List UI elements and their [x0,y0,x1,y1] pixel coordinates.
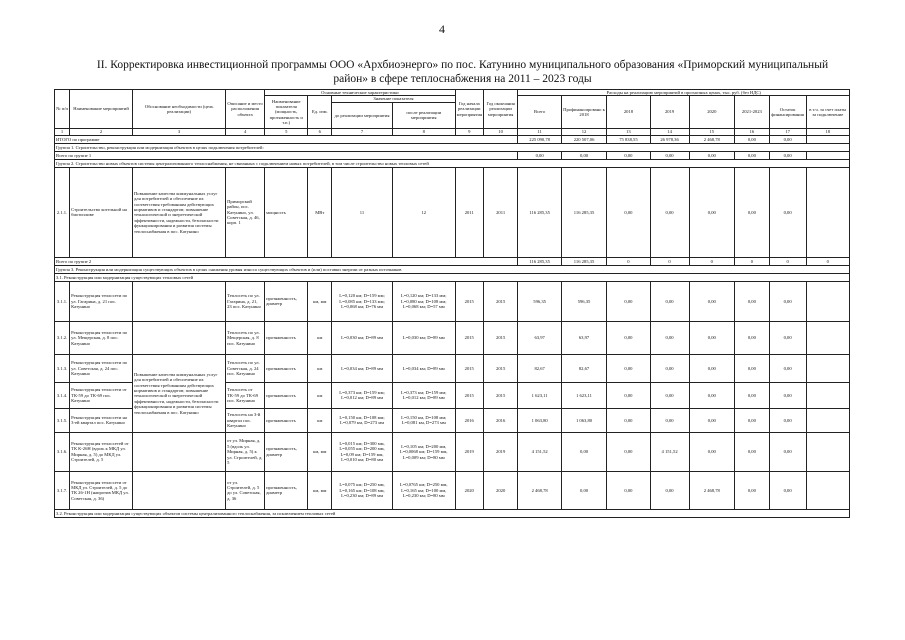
cell-remaining: 0,00 [769,354,806,382]
cell-indicator: протяженность [265,408,308,432]
cell-after: L=0,034 км; D=89 мм [392,354,455,382]
cell-start: 2015 [455,382,483,408]
table-row [55,471,850,509]
table-row-total [55,135,850,143]
cell-before: L=0,373 км; D=159 мм; L=0,012 км; D=89 мм [332,382,393,408]
cell-remaining: 0,00 [769,432,806,471]
cell-start: 2015 [455,354,483,382]
document-title: II. Корректировка инвестиционной программы ООО «Архбиоэнерго» по пос. Катунино муниципального образования «Приморский муниципальный район» в сфере теплоснабжения на 2011 – 2023 годы [96,59,829,85]
cell-financed: 0,00 [561,471,606,509]
cell-after: 12 [392,167,455,257]
cell-end: 2015 [483,321,518,354]
cell-borrowed [806,135,849,143]
cell-name: Реконструкция теплосети от МКД ул. Строителей, д. 5 до ТК 26-1Н (напротив МКД ул. Советская, д. 36) [70,471,133,509]
cell-financed: 0,00 [561,151,606,159]
cell-indicator: протяженность, диаметр [265,432,308,471]
cell-end: 2015 [483,281,518,321]
table-row [55,281,850,321]
col-number: 1 [55,128,70,135]
cell-2018: 0 [607,257,650,265]
cell-indicator: протяженность, диаметр [265,281,308,321]
cell-remaining: 0,00 [769,135,806,143]
cell-start: 2015 [455,321,483,354]
cell-borrowed: 0 [806,257,849,265]
cell-2018: 0,00 [607,281,650,321]
cell-total: 116 285,35 [518,167,561,257]
header-2019: 2019 [650,96,689,128]
cell-total: 0,00 [518,151,561,159]
cell-unit: км [308,354,332,382]
cell-borrowed [806,382,849,408]
cell-remaining: 0,00 [769,382,806,408]
cell-location: Теплосеть по ул. Мещерская, д. 8 пос. Катунино [226,321,265,354]
header-financed-2018: Профинансировано к 2018 [561,96,606,128]
cell-borrowed [806,281,849,321]
cell-2020: 0,00 [689,321,734,354]
cell-2020: 0,00 [689,382,734,408]
cell-start: 2020 [455,471,483,509]
cell-unit: км [308,408,332,432]
cell-2018: 0,00 [607,354,650,382]
cell-num: 2.1.1. [55,167,70,257]
cell-unit: МВт [308,167,332,257]
cell-2018: 0,00 [607,151,650,159]
cell-before: L=0,015 км; D=300 мм, L=0,055 км; D=200 мм, L=0,09 км; D=159 мм, L=0,010 км; D=80 мм [332,432,393,471]
cell-remaining: 0,00 [769,471,806,509]
cell-2020: 2 468,78 [689,471,734,509]
cell-2019: 0,00 [650,354,689,382]
cell-remaining: 0,00 [769,321,806,354]
cell-end: 2016 [483,408,518,432]
cell-before: L=0,120 км; D=159 мм; L=0,085 км; D=133 мм; L=0,068 км; D=76 мм [332,281,393,321]
cell-2019: 0,00 [650,321,689,354]
cell-2018: 0,00 [607,408,650,432]
cell-location: Теплосеть на 3-й квартал пос. Катунино [226,408,265,432]
subgroup-heading-row [55,509,850,517]
cell-2021: 0,00 [735,382,770,408]
group-sum-row [55,151,850,159]
cell-name: Реконструкция теплосетей от ТК К-26Н (вдоль к МКД ул. Мирная, д. 5) до МКД ул. Строителей, д. 5 [70,432,133,471]
cell-after: L=0,0765 км; D=250 мм, L=0,165 км; D=100 мм, L=0,230 км; D=80 мм [392,471,455,509]
header-indicator-name: Наименование показателя (мощность, протяженность и т.п.) [265,96,308,128]
header-name: Наименование мероприятий [70,90,133,129]
cell-indicator: протяженность, диаметр [265,471,308,509]
header-end-year: Год окончания реализации мероприятия [483,90,518,129]
cell-unit: км, мм [308,281,332,321]
cell-after: L=0,150 км, D=108 мм; L=0,081 км, D=273 мм [392,408,455,432]
group1-sum-label: Всего по группе 1 [55,151,518,159]
cell-location: Теплосеть от ТК-59 до ТК-69 пос. Катунино [226,382,265,408]
cell-before: L=0,030 км; D=89 мм [332,321,393,354]
col-number: 4 [226,128,265,135]
group-sum-row [55,257,850,265]
subgroup-heading-row [55,273,850,281]
cell-2020: 2 468,78 [689,135,734,143]
header-remaining: Остаток финансирования [769,96,806,128]
cell-financed: 63,97 [561,321,606,354]
group3-label: Группа 3. Реконструкция или модернизация существующих объектов в целях снижения уровня износа существующих объектов и (или) поставки энергии от разных источников [55,265,850,273]
cell-financed: 116 285,35 [561,167,606,257]
cell-location: Теплосеть по ул. Советская, д. 24 пос. Катунино [226,354,265,382]
header-2021-2023: 2021-2023 [735,96,770,128]
cell-total: 4 151,52 [518,432,561,471]
cell-borrowed [806,321,849,354]
page-number: 4 [439,22,445,36]
column-number-row [55,128,850,135]
cell-name: Реконструкция теплосети по ул. Мещерская, д. 8 пос. Катунино [70,321,133,354]
cell-remaining: 0,00 [769,408,806,432]
col-number: 13 [607,128,650,135]
cell-2019: 0,00 [650,167,689,257]
cell-2018: 0,00 [607,167,650,257]
header-num: № п/п [55,90,70,129]
cell-2019: 0 [650,257,689,265]
cell-2019: 0,00 [650,382,689,408]
col-number: 3 [132,128,225,135]
cell-total: 2 468,78 [518,471,561,509]
cell-total: 63,97 [518,321,561,354]
cell-justification [132,281,225,321]
header-justification: Обоснование необходимости (цель реализации) [132,90,225,129]
cell-num: 3.1.7. [55,471,70,509]
col-number: 2 [70,128,133,135]
cell-2020: 0,00 [689,281,734,321]
table-row [55,354,850,382]
group2-sum-label: Всего по группе 2 [55,257,518,265]
col-number: 8 [392,128,455,135]
cell-borrowed [806,471,849,509]
col-number: 16 [735,128,770,135]
cell-borrowed [806,354,849,382]
cell-total: 1 063,80 [518,408,561,432]
investment-program-table [54,89,850,518]
cell-remaining: 0,00 [769,281,806,321]
header-2018: 2018 [607,96,650,128]
cell-borrowed [806,432,849,471]
cell-unit: км, мм [308,471,332,509]
cell-after: L=0,030 км; D=89 мм [392,321,455,354]
group2-label: Группа 2. Строительство новых объектов системы централизованного теплоснабжения, не связанных с подключением новых потребителей, в том числе строительство новых тепловых сетей [55,159,850,167]
col-number: 12 [561,128,606,135]
group-heading-row [55,159,850,167]
cell-2020: 0,00 [689,432,734,471]
cell-before: L=0,150 км, D=108 мм; L=0,079 км, D=273 мм [332,408,393,432]
cell-2021: 0,00 [735,167,770,257]
cell-financed: 116 285,35 [561,257,606,265]
header-location: Описание и место расположения объекта [226,90,265,129]
cell-2018: 75 838,55 [607,135,650,143]
cell-location: Теплосеть по ул. Гагарина, д. 21, 23 пос. Катунино [226,281,265,321]
col-number: 9 [455,128,483,135]
cell-unit: км, мм [308,432,332,471]
cell-total: 116 285,35 [518,257,561,265]
cell-num: 3.1.5. [55,408,70,432]
cell-num: 3.1.4. [55,382,70,408]
cell-financed: 1 063,80 [561,408,606,432]
header-unit: Ед. изм. [308,96,332,128]
cell-before: L=0,034 км; D=89 мм [332,354,393,382]
cell-2019: 0,00 [650,408,689,432]
cell-start: 2011 [455,167,483,257]
cell-2019: 0,00 [650,151,689,159]
group1-label: Группа 1. Строительство, реконструкция или модернизация объектов в целях подключения потребителей: [55,143,850,151]
header-indicator-value: Значение показателя [332,96,455,102]
cell-2020: 0 [689,257,734,265]
cell-2019: 0,00 [650,471,689,509]
cell-before: 11 [332,167,393,257]
col-number: 10 [483,128,518,135]
cell-justification [132,471,225,509]
cell-num: 3.1.1. [55,281,70,321]
cell-location: от ул. Строителей, д. 5 до ул. Советская, д. 36 [226,471,265,509]
cell-indicator: протяженность [265,354,308,382]
cell-2021: 0,00 [735,135,770,143]
col-number: 17 [769,128,806,135]
cell-shared-justification: Повышение качества коммунальных услуг для потребителей и обеспечение их соответствия требованиям действующих нормативов и стандартов; повышение технологической и энергетической эффективности, надежности, безопасности функционирования и развития системы теплоснабжения в пос. Катунино [132,354,225,432]
cell-2021: 0,00 [735,281,770,321]
cell-total: 1 623,11 [518,382,561,408]
header-total: Всего [518,96,561,128]
header-2020: 2020 [689,96,734,128]
header-after: после реализации мероприятия [392,102,455,128]
cell-location: от ул. Мирная, д. 5 (вдоль ул. Мирная, д. 5) к ул. Строителей, д. 5 [226,432,265,471]
cell-2020: 0,00 [689,408,734,432]
cell-after: L=0,105 км; D=200 мм, L=0,0068 км; D=159 мм, L=0,009 км; D=80 мм [392,432,455,471]
cell-name: Реконструкция теплосети по ул. Гагарина, д. 21 пос. Катунино [70,281,133,321]
table-row [55,321,850,354]
header-expenses: Расходы на реализацию мероприятий в прогнозных ценах, тыс. руб. (без НДС) [518,90,850,96]
cell-2018: 0,00 [607,321,650,354]
group-heading-row [55,143,850,151]
header-borrowed: в т.ч. за счет платы за подключение [806,96,849,128]
cell-start: 2015 [455,281,483,321]
col-number: 6 [308,128,332,135]
cell-justification [132,321,225,354]
cell-2019: 4 151,52 [650,432,689,471]
cell-indicator: протяженность [265,321,308,354]
header-start-year: Год начала реализации мероприятия [455,90,483,129]
cell-2018: 0,00 [607,471,650,509]
col-number: 15 [689,128,734,135]
cell-financed: 1 623,11 [561,382,606,408]
cell-2021: 0,00 [735,408,770,432]
cell-name: Реконструкция теплосети по ул. Советская, д. 24 пос. Катунино [70,354,133,382]
cell-indicator: мощность [265,167,308,257]
cell-2018: 0,00 [607,382,650,408]
cell-unit: км [308,321,332,354]
col-number: 7 [332,128,393,135]
subgroup32-label: 3.2. Реконструкция или модернизация существующих объектов системы централизованного теплоснабжения, за исключением тепловых сетей [55,509,850,517]
cell-2019: 0,00 [650,281,689,321]
table-row [55,167,850,257]
cell-justification: Повышение качества коммунальных услуг для потребителей и обеспечение их соответствия требованиям действующих нормативов и стандартов; повышение технологической и энергетической эффективности, надежности, безопасности функционирования и развития системы теплоснабжения в пос. Катунино [132,167,225,257]
cell-after: L=0,373 км; D=159 мм; L=0,012 км; D=89 мм [392,382,455,408]
cell-end: 2011 [483,167,518,257]
cell-end: 2019 [483,432,518,471]
cell-financed: 596,35 [561,281,606,321]
cell-before: L=0,075 км; D=250 мм, L=0,165 км; D=108 мм, L=0,230 км; D=89 мм [332,471,393,509]
cell-total: 225 090,78 [518,135,561,143]
cell-remaining: 0 [769,257,806,265]
cell-justification [132,432,225,471]
cell-total: 82,67 [518,354,561,382]
cell-remaining: 0,00 [769,151,806,159]
cell-unit: км [308,382,332,408]
cell-2018: 0,00 [607,432,650,471]
cell-indicator: протяженность [265,382,308,408]
cell-borrowed [806,167,849,257]
cell-financed: 0,00 [561,432,606,471]
cell-2020: 0,00 [689,151,734,159]
cell-name: Реконструкция теплосети на 3-ей квартал пос. Катунино [70,408,133,432]
cell-2021: 0,00 [735,321,770,354]
cell-financed: 82,67 [561,354,606,382]
col-number: 18 [806,128,849,135]
cell-2021: 0 [735,257,770,265]
total-label: ИТОГО по программе [55,135,518,143]
cell-remaining: 0,00 [769,167,806,257]
cell-borrowed [806,151,849,159]
cell-start: 2019 [455,432,483,471]
cell-financed: 220 507,06 [561,135,606,143]
col-number: 14 [650,128,689,135]
cell-2020: 0,00 [689,354,734,382]
col-number: 5 [265,128,308,135]
cell-total: 596,35 [518,281,561,321]
subgroup31-label: 3.1. Реконструкция или модернизация существующих тепловых сетей [55,273,850,281]
group-heading-row [55,265,850,273]
cell-name: Строительство котельной на биотопливе [70,167,133,257]
cell-2020: 0,00 [689,167,734,257]
cell-start: 2016 [455,408,483,432]
cell-num: 3.1.6. [55,432,70,471]
cell-2019: 26 978,36 [650,135,689,143]
cell-2021: 0,00 [735,471,770,509]
cell-end: 2015 [483,382,518,408]
table-row [55,432,850,471]
cell-borrowed [806,408,849,432]
cell-2021: 0,00 [735,151,770,159]
cell-end: 2015 [483,354,518,382]
cell-name: Реконструкция теплосети от ТК-59 до ТК-69 пос. Катунино [70,382,133,408]
cell-location: Приморский район, пос. Катунино, ул. Советская, д. 46, корп. 1 [226,167,265,257]
col-number: 11 [518,128,561,135]
cell-2021: 0,00 [735,432,770,471]
cell-num: 3.1.2. [55,321,70,354]
cell-after: L=0,120 км; D=133 мм; L=0,080 км; D=108 мм; L=0,068 км; D=57 мм [392,281,455,321]
header-main-chars: Основные технические характеристики [265,90,456,96]
cell-end: 2020 [483,471,518,509]
header-before: до реализации мероприятия [332,102,393,128]
cell-2021: 0,00 [735,354,770,382]
cell-num: 3.1.3. [55,354,70,382]
